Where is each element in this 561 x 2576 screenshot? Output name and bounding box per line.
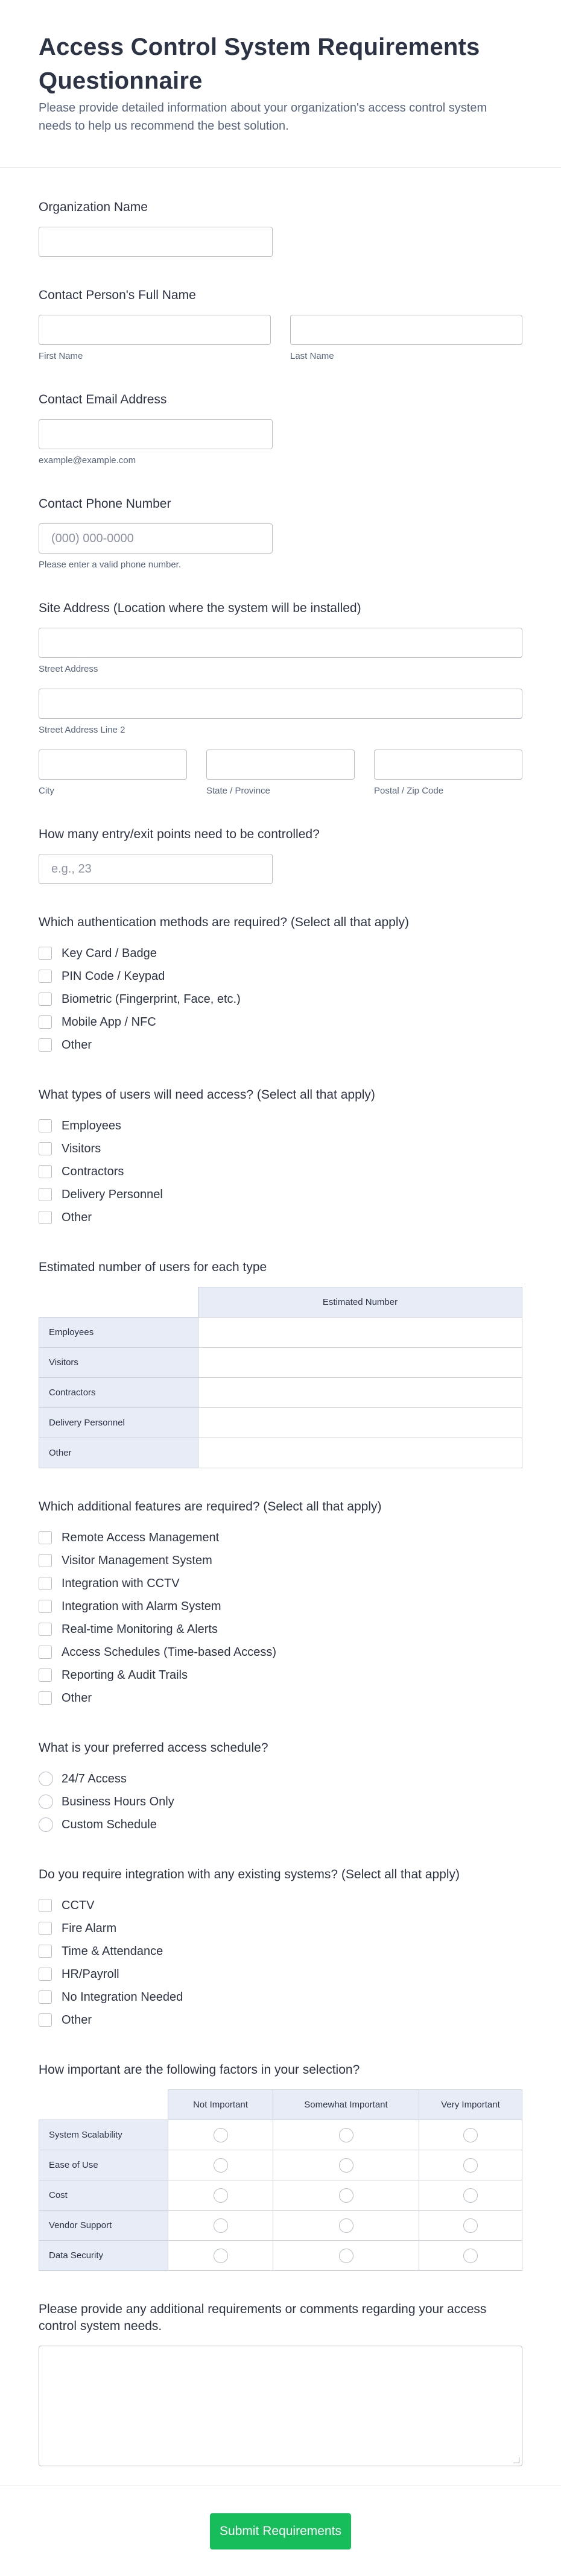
integration-label: Do you require integration with any existing systems? (Select all that apply) xyxy=(39,1867,460,1881)
radio[interactable] xyxy=(39,1817,53,1832)
city-input[interactable] xyxy=(39,750,187,780)
matrix-radio[interactable] xyxy=(463,2158,478,2173)
email-question xyxy=(39,391,522,466)
schedule-option[interactable] xyxy=(39,1767,522,1790)
matrix-radio[interactable] xyxy=(339,2128,353,2142)
features-question xyxy=(39,1498,522,1709)
integration-option[interactable] xyxy=(39,1917,522,1940)
entry-points-input[interactable]: e.g., 23 xyxy=(39,854,273,884)
table-corner xyxy=(39,2090,168,2120)
table-corner xyxy=(39,1287,198,1318)
checkbox[interactable] xyxy=(39,1531,52,1544)
checkbox[interactable] xyxy=(39,1119,52,1132)
user-types-question xyxy=(39,1087,522,1229)
user-type-option[interactable] xyxy=(39,1160,522,1183)
importance-matrix xyxy=(39,2089,522,2271)
phone-question xyxy=(39,496,522,570)
checkbox[interactable] xyxy=(39,1038,52,1052)
estimate-input-cell[interactable] xyxy=(198,1438,522,1468)
resize-grip-icon[interactable] xyxy=(513,2457,519,2463)
option-label: Contractors xyxy=(62,1164,124,1178)
comments-textarea[interactable] xyxy=(39,2346,522,2466)
radio[interactable] xyxy=(39,1772,53,1786)
organization-label: Organization Name xyxy=(39,200,148,214)
integration-option[interactable] xyxy=(39,2009,522,2031)
comments-question xyxy=(39,2301,522,2466)
phone-label: Contact Phone Number xyxy=(39,497,171,511)
column-header: Estimated Number xyxy=(198,1287,522,1318)
option-label: Mobile App / NFC xyxy=(62,1015,156,1029)
option-label: Other xyxy=(62,1038,92,1052)
organization-input[interactable] xyxy=(39,227,273,257)
state-input[interactable] xyxy=(206,750,355,780)
matrix-radio[interactable] xyxy=(339,2249,353,2263)
importance-question xyxy=(39,2062,522,2271)
features-label: Which additional features are required? (Select all that apply) xyxy=(39,1500,382,1514)
schedule-option[interactable] xyxy=(39,1813,522,1836)
checkbox[interactable] xyxy=(39,1142,52,1155)
matrix-radio[interactable] xyxy=(463,2188,478,2203)
estimate-input-cell[interactable] xyxy=(198,1348,522,1378)
option-label: Key Card / Badge xyxy=(62,946,157,960)
street-sublabel: Street Address xyxy=(39,664,98,674)
checkbox[interactable] xyxy=(39,1899,52,1912)
estimate-input-cell[interactable] xyxy=(198,1408,522,1438)
checkbox[interactable] xyxy=(39,1554,52,1567)
contact-question xyxy=(39,287,522,361)
user-type-option[interactable] xyxy=(39,1137,522,1160)
option-label: Integration with Alarm System xyxy=(62,1599,221,1613)
option-label: Visitors xyxy=(62,1141,101,1155)
option-label: Access Schedules (Time-based Access) xyxy=(62,1645,277,1659)
first-name-input[interactable] xyxy=(39,315,271,345)
street-input[interactable] xyxy=(39,628,522,658)
option-label: Real-time Monitoring & Alerts xyxy=(62,1622,218,1636)
row-label: Other xyxy=(39,1438,198,1468)
row-label: System Scalability xyxy=(39,2120,168,2150)
row-label: Employees xyxy=(39,1318,198,1348)
checkbox[interactable] xyxy=(39,947,52,960)
email-input[interactable] xyxy=(39,419,273,449)
option-label: Custom Schedule xyxy=(62,1817,157,1831)
column-header: Very Important xyxy=(419,2090,522,2120)
option-label: Visitor Management System xyxy=(62,1553,212,1567)
phone-input[interactable]: (000) 000-0000 xyxy=(39,523,273,554)
user-type-option[interactable] xyxy=(39,1206,522,1229)
page-subtitle: Please provide detailed information about your organization's access control system needs to help us recommend the best solution. xyxy=(39,101,487,133)
matrix-radio[interactable] xyxy=(463,2218,478,2233)
email-sublabel: example@example.com xyxy=(39,455,136,466)
option-label: Other xyxy=(62,1691,92,1705)
option-label: Fire Alarm xyxy=(62,1921,117,1935)
checkbox[interactable] xyxy=(39,1577,52,1590)
checkbox[interactable] xyxy=(39,1623,52,1636)
matrix-radio[interactable] xyxy=(214,2128,228,2142)
submit-button[interactable]: Submit Requirements xyxy=(210,2513,351,2549)
integration-option[interactable] xyxy=(39,1986,522,2009)
last-name-input[interactable] xyxy=(290,315,522,345)
option-label: 24/7 Access xyxy=(62,1772,127,1785)
user-type-option[interactable] xyxy=(39,1114,522,1137)
phone-sublabel: Please enter a valid phone number. xyxy=(39,560,181,570)
zip-sublabel: Postal / Zip Code xyxy=(374,786,444,796)
auth-option[interactable] xyxy=(39,965,522,988)
auth-option[interactable] xyxy=(39,988,522,1011)
page-title: Access Control System Requirements Questionnaire xyxy=(39,34,480,94)
last-name-sublabel: Last Name xyxy=(290,351,334,361)
auth-option[interactable] xyxy=(39,942,522,965)
form-footer xyxy=(0,2486,561,2576)
row-label: Cost xyxy=(39,2180,168,2211)
user-type-option[interactable] xyxy=(39,1183,522,1206)
zip-input[interactable] xyxy=(374,750,522,780)
option-label: Employees xyxy=(62,1119,121,1132)
city-sublabel: City xyxy=(39,786,54,796)
email-label: Contact Email Address xyxy=(39,393,167,406)
feature-option[interactable] xyxy=(39,1687,522,1709)
row-label: Vendor Support xyxy=(39,2211,168,2241)
street2-sublabel: Street Address Line 2 xyxy=(39,725,125,735)
option-label: Integration with CCTV xyxy=(62,1576,180,1590)
column-header: Somewhat Important xyxy=(273,2090,419,2120)
contact-label: Contact Person's Full Name xyxy=(39,288,196,302)
integration-option[interactable] xyxy=(39,1894,522,1917)
state-sublabel: State / Province xyxy=(206,786,270,796)
option-label: Other xyxy=(62,1210,92,1224)
feature-option[interactable] xyxy=(39,1664,522,1687)
matrix-radio[interactable] xyxy=(214,2158,228,2173)
radio[interactable] xyxy=(39,1795,53,1809)
checkbox[interactable] xyxy=(39,1015,52,1029)
feature-option[interactable] xyxy=(39,1526,522,1549)
schedule-option[interactable] xyxy=(39,1790,522,1813)
integration-option[interactable] xyxy=(39,1963,522,1986)
entry-points-label: How many entry/exit points need to be controlled? xyxy=(39,827,320,841)
importance-label: How important are the following factors in your selection? xyxy=(39,2063,360,2077)
checkbox[interactable] xyxy=(39,1968,52,1981)
checkbox[interactable] xyxy=(39,1600,52,1613)
option-label: PIN Code / Keypad xyxy=(62,969,165,983)
integration-question xyxy=(39,1866,522,2031)
checkbox[interactable] xyxy=(39,1211,52,1224)
matrix-radio[interactable] xyxy=(339,2188,353,2203)
form-header xyxy=(0,0,561,168)
matrix-radio[interactable] xyxy=(214,2188,228,2203)
matrix-radio[interactable] xyxy=(214,2249,228,2263)
option-label: Reporting & Audit Trails xyxy=(62,1668,188,1682)
row-label: Contractors xyxy=(39,1378,198,1408)
matrix-radio[interactable] xyxy=(214,2218,228,2233)
auth-option[interactable] xyxy=(39,1011,522,1034)
row-label: Ease of Use xyxy=(39,2150,168,2180)
estimate-question xyxy=(39,1259,522,1468)
option-label: Business Hours Only xyxy=(62,1795,174,1808)
feature-option[interactable] xyxy=(39,1618,522,1641)
auth-option[interactable] xyxy=(39,1034,522,1056)
checkbox[interactable] xyxy=(39,1668,52,1682)
feature-option[interactable] xyxy=(39,1595,522,1618)
comments-label: Please provide any additional requirements or comments regarding your access control system needs. xyxy=(39,2302,487,2333)
address-label: Site Address (Location where the system will be installed) xyxy=(39,601,361,615)
estimate-table xyxy=(39,1287,522,1468)
auth-methods-label: Which authentication methods are required? (Select all that apply) xyxy=(39,915,410,929)
checkbox[interactable] xyxy=(39,970,52,983)
option-label: Delivery Personnel xyxy=(62,1187,163,1201)
estimate-input-cell[interactable] xyxy=(198,1318,522,1348)
schedule-question xyxy=(39,1740,522,1836)
estimate-label: Estimated number of users for each type xyxy=(39,1260,267,1274)
auth-methods-question xyxy=(39,914,522,1056)
option-label: Time & Attendance xyxy=(62,1944,163,1958)
entry-points-question xyxy=(39,826,522,884)
checkbox[interactable] xyxy=(39,1165,52,1178)
first-name-sublabel: First Name xyxy=(39,351,83,361)
feature-option[interactable] xyxy=(39,1641,522,1664)
checkbox[interactable] xyxy=(39,1646,52,1659)
row-label: Delivery Personnel xyxy=(39,1408,198,1438)
option-label: Remote Access Management xyxy=(62,1530,220,1544)
form-body xyxy=(0,199,561,2466)
organization-question xyxy=(39,199,522,257)
row-label: Data Security xyxy=(39,2241,168,2271)
estimate-input-cell[interactable] xyxy=(198,1378,522,1408)
matrix-radio[interactable] xyxy=(339,2158,353,2173)
option-label: No Integration Needed xyxy=(62,1990,183,2004)
option-label: Other xyxy=(62,2013,92,2027)
checkbox[interactable] xyxy=(39,2013,52,2027)
street2-input[interactable] xyxy=(39,689,522,719)
option-label: CCTV xyxy=(62,1898,95,1912)
checkbox[interactable] xyxy=(39,1990,52,2004)
feature-option[interactable] xyxy=(39,1549,522,1572)
matrix-radio[interactable] xyxy=(463,2128,478,2142)
integration-option[interactable] xyxy=(39,1940,522,1963)
checkbox[interactable] xyxy=(39,993,52,1006)
schedule-label: What is your preferred access schedule? xyxy=(39,1741,268,1755)
option-label: HR/Payroll xyxy=(62,1967,119,1981)
checkbox[interactable] xyxy=(39,1691,52,1705)
feature-option[interactable] xyxy=(39,1572,522,1595)
column-header: Not Important xyxy=(168,2090,273,2120)
row-label: Visitors xyxy=(39,1348,198,1378)
checkbox[interactable] xyxy=(39,1945,52,1958)
checkbox[interactable] xyxy=(39,1188,52,1201)
option-label: Biometric (Fingerprint, Face, etc.) xyxy=(62,992,241,1006)
matrix-radio[interactable] xyxy=(339,2218,353,2233)
user-types-label: What types of users will need access? (Select all that apply) xyxy=(39,1088,375,1102)
address-question xyxy=(39,600,522,796)
checkbox[interactable] xyxy=(39,1922,52,1935)
matrix-radio[interactable] xyxy=(463,2249,478,2263)
